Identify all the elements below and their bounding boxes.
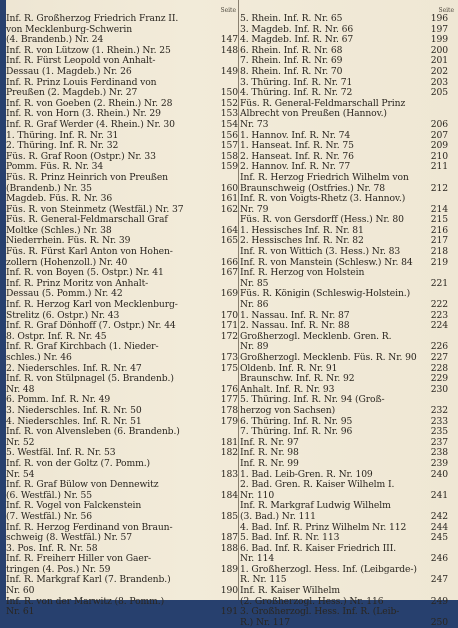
entry-text: Inf. R. Markgraf Ludwig Wilhelm bbox=[240, 500, 391, 512]
entry-text: (Brandenb.) Nr. 35 bbox=[6, 182, 92, 194]
entry-text: Pomm. Füs. R. Nr. 34 bbox=[6, 161, 104, 173]
entry-text: 8. Ostpr. Inf. R. Nr. 45 bbox=[6, 330, 107, 342]
entry-text: 4. Niederschles. Inf. R. Nr. 51 bbox=[6, 415, 142, 427]
entry-text: Braunschweig (Ostfries.) Nr. 78 bbox=[240, 182, 385, 194]
page-number: 233 bbox=[430, 415, 448, 427]
page-label-right: Seite bbox=[438, 7, 454, 14]
entry-text: schweig (8. Westfäl.) Nr. 57 bbox=[6, 532, 133, 544]
page-number: 170 bbox=[220, 309, 238, 321]
entry-text: 2. Niederschles. Inf. R. Nr. 47 bbox=[6, 362, 142, 374]
entry-text: 3. Großherzogl. Hess. Inf. R. (Leib- bbox=[240, 606, 400, 618]
page-number: 200 bbox=[430, 44, 448, 56]
entry-text: Inf. R. Herzog Ferdinand von Braun- bbox=[6, 521, 173, 533]
entry-text: von Mecklenburg-Schwerin bbox=[6, 23, 133, 35]
page-number: 187 bbox=[220, 532, 238, 544]
entry-text: Füs. R. Königin (Schleswig-Holstein.) bbox=[240, 288, 411, 300]
entry-text: (3. Bad.) Nr. 111 bbox=[240, 510, 316, 522]
page-number: 157 bbox=[220, 140, 238, 152]
entry-text: Moltke (Schles.) Nr. 38 bbox=[6, 224, 112, 236]
entry-text: Inf. R. Nr. 99 bbox=[240, 457, 299, 469]
page-number: 172 bbox=[220, 330, 238, 342]
entry-text: Magdeb. Füs. R. Nr. 36 bbox=[6, 193, 113, 205]
page-number: 216 bbox=[430, 224, 448, 236]
entry-text: Nr. 54 bbox=[6, 468, 35, 480]
entry-text: Oldenb. Inf. R. Nr. 91 bbox=[240, 362, 338, 374]
entry-text: Inf. R. von Lützow (1. Rhein.) Nr. 25 bbox=[6, 44, 171, 56]
entry-text: Inf. R. Vogel von Falckenstein bbox=[6, 500, 142, 512]
page-number: 173 bbox=[220, 352, 238, 363]
page-number: 209 bbox=[430, 140, 448, 152]
page-number: 211 bbox=[430, 161, 448, 173]
page-number: 241 bbox=[430, 489, 448, 501]
entry-text: R.) Nr. 117 bbox=[240, 616, 291, 628]
entry-text: 5. Rhein. Inf. R. Nr. 65 bbox=[240, 13, 343, 24]
entry-text: Großherzogl. Mecklenb. Füs. R. Nr. 90 bbox=[240, 352, 417, 363]
entry-text: 4. Magdeb. Inf. R. Nr. 67 bbox=[240, 34, 354, 46]
entry-text: Nr. 79 bbox=[240, 203, 269, 215]
entry-text: 1. Hessisches Inf. R. Nr. 81 bbox=[240, 224, 364, 236]
page-number: 244 bbox=[430, 521, 448, 533]
index-entry bbox=[6, 374, 240, 385]
entry-text: Nr. 60 bbox=[6, 585, 35, 597]
page-number: 171 bbox=[220, 320, 238, 332]
entry-text: Füs. R. Fürst Karl Anton von Hohen- bbox=[6, 246, 173, 258]
entry-text: Inf. R. von Boyen (5. Ostpr.) Nr. 41 bbox=[6, 267, 164, 279]
page-number: 221 bbox=[430, 277, 448, 289]
entry-text: (6. Westfäl.) Nr. 55 bbox=[6, 489, 93, 501]
entry-text: R. Nr. 115 bbox=[240, 574, 287, 586]
entry-text: Füs. R. Graf Roon (Ostpr.) Nr. 33 bbox=[6, 150, 156, 162]
entry-text: Füs. R. General-Feldmarschall Prinz bbox=[240, 97, 406, 109]
entry-text: 2. Thüring. Inf. R. Nr. 32 bbox=[6, 140, 119, 152]
entry-text: Inf. R. Fürst Leopold von Anhalt- bbox=[6, 55, 156, 67]
entry-text: Inf. R. Prinz Moritz von Anhalt- bbox=[6, 277, 149, 289]
index-entry bbox=[6, 597, 240, 608]
page-number: 199 bbox=[430, 34, 448, 46]
page-number: 228 bbox=[430, 362, 448, 374]
page-number: 159 bbox=[220, 161, 238, 173]
entry-text: zollern (Hohenzoll.) Nr. 40 bbox=[6, 256, 128, 268]
page-number: 238 bbox=[430, 447, 448, 459]
index-entry bbox=[240, 618, 458, 628]
entry-text: (4. Brandenb.) Nr. 24 bbox=[6, 34, 104, 46]
entry-text: Inf. R. von der Goltz (7. Pomm.) bbox=[6, 457, 151, 469]
page-number: 201 bbox=[430, 55, 448, 67]
entry-text: Inf. R. Graf Dönhoff (7. Ostpr.) Nr. 44 bbox=[6, 320, 176, 332]
entry-text: 5. Westfäl. Inf. R. Nr. 53 bbox=[6, 447, 116, 459]
entry-text: 5. Thüring. Inf. R. Nr. 94 (Groß- bbox=[240, 394, 385, 406]
page-number: 178 bbox=[220, 404, 238, 416]
page-number: 240 bbox=[430, 468, 448, 480]
index-entry bbox=[6, 575, 240, 586]
entry-text: 1. Thüring. Inf. R. Nr. 31 bbox=[6, 129, 119, 141]
page-number: 239 bbox=[430, 457, 448, 469]
entry-text: Inf. R. Freiherr Hiller von Gaer- bbox=[6, 553, 152, 565]
index-entry bbox=[240, 268, 458, 279]
entry-text: 1. Nassau. Inf. R. Nr. 87 bbox=[240, 309, 350, 321]
entry-text: 7. Thüring. Inf. R. Nr. 96 bbox=[240, 426, 353, 438]
entry-text: 8. Rhein. Inf. R. Nr. 70 bbox=[240, 65, 343, 77]
entry-text: 4. Bad. Inf. R. Prinz Wilhelm Nr. 112 bbox=[240, 521, 407, 533]
entry-text: (7. Westfäl.) Nr. 56 bbox=[6, 510, 93, 522]
entry-text: Nr. 89 bbox=[240, 341, 269, 353]
page-number: 242 bbox=[430, 510, 448, 522]
entry-text: 6. Bad. Inf. R. Kaiser Friedrich III. bbox=[240, 542, 397, 554]
entry-text: 3. Thüring. Inf. R. Nr. 71 bbox=[240, 76, 353, 88]
entry-text: (2. Großherzogl. Hess.) Nr. 116 bbox=[240, 595, 384, 607]
entry-text: Nr. 48 bbox=[6, 383, 35, 395]
page-number: 188 bbox=[220, 542, 238, 554]
page-number: 158 bbox=[220, 150, 238, 162]
left-column bbox=[6, 7, 240, 618]
entry-text: Inf. R. von Manstein (Schlesw.) Nr. 84 bbox=[240, 256, 413, 268]
page-number: 169 bbox=[220, 288, 238, 300]
page-number: 179 bbox=[220, 415, 238, 427]
right-entry-list bbox=[240, 14, 458, 628]
entry-text: Inf. R. von Stülpnagel (5. Brandenb.) bbox=[6, 373, 174, 385]
entry-text: 3. Niederschles. Inf. R. Nr. 50 bbox=[6, 404, 142, 416]
page-number: 217 bbox=[430, 235, 448, 247]
page-number: 147 bbox=[220, 34, 238, 46]
page-number: 152 bbox=[220, 97, 238, 109]
page-number: 212 bbox=[430, 182, 448, 194]
entry-text: 2. Hessisches Inf. R. Nr. 82 bbox=[240, 235, 364, 247]
book-page bbox=[6, 0, 458, 628]
page-number: 175 bbox=[220, 362, 238, 374]
entry-text: 2. Hanseat. Inf. R. Nr. 76 bbox=[240, 150, 354, 162]
entry-text: 1. Hanseat. Inf. R. Nr. 75 bbox=[240, 140, 354, 152]
page-number: 184 bbox=[220, 489, 238, 501]
index-entry bbox=[240, 289, 458, 300]
page-number: 166 bbox=[220, 256, 238, 268]
page-number: 149 bbox=[220, 65, 238, 77]
entry-text: Inf. R. Herzog von Holstein bbox=[240, 267, 365, 279]
entry-text: Inf. R. von der Marwitz (8. Pomm.) bbox=[6, 595, 165, 607]
entry-text: 6. Thüring. Inf. R. Nr. 95 bbox=[240, 415, 353, 427]
page-number: 223 bbox=[430, 309, 448, 321]
page-number: 181 bbox=[220, 436, 238, 448]
page-number: 215 bbox=[430, 214, 448, 226]
page-number: 245 bbox=[430, 532, 448, 544]
entry-text: Inf. R. Prinz Louis Ferdinand von bbox=[6, 76, 157, 88]
entry-text: tringen (4. Pos.) Nr. 59 bbox=[6, 563, 111, 575]
page-number: 235 bbox=[430, 426, 448, 438]
left-entry-list bbox=[6, 14, 240, 618]
entry-text: Füs. R. General-Feldmarschall Graf bbox=[6, 214, 168, 226]
page-number: 247 bbox=[430, 574, 448, 586]
page-number: 191 bbox=[220, 606, 238, 618]
entry-text: Inf. R. Kaiser Wilhelm bbox=[240, 585, 340, 597]
page-number: 161 bbox=[220, 193, 238, 205]
entry-text: Anhalt. Inf. R. Nr. 93 bbox=[240, 383, 335, 395]
page-number: 249 bbox=[430, 595, 448, 607]
entry-text: Inf. R. von Alvensleben (6. Brandenb.) bbox=[6, 426, 180, 438]
entry-text: Inf. R. von Horn (3. Rhein.) Nr. 29 bbox=[6, 108, 161, 120]
page-number: 177 bbox=[220, 394, 238, 406]
page-number: 185 bbox=[220, 510, 238, 522]
page-number: 232 bbox=[430, 404, 448, 416]
entry-text: Albrecht von Preußen (Hannov.) bbox=[240, 108, 387, 120]
index-entry bbox=[240, 109, 458, 120]
entry-text: 3. Pos. Inf. R. Nr. 58 bbox=[6, 542, 98, 554]
page-number: 218 bbox=[430, 246, 448, 258]
page-number: 205 bbox=[430, 87, 448, 99]
entry-text: 2. Bad. Gren. R. Kaiser Wilhelm I. bbox=[240, 479, 395, 491]
page-number: 156 bbox=[220, 129, 238, 141]
page-number: 230 bbox=[430, 383, 448, 395]
entry-text: herzog von Sachsen) bbox=[240, 404, 336, 416]
page-number: 164 bbox=[220, 224, 238, 236]
entry-text: 2. Nassau. Inf. R. Nr. 88 bbox=[240, 320, 350, 332]
page-number: 250 bbox=[430, 616, 448, 628]
entry-text: Inf. R. Großherzog Friedrich Franz II. bbox=[6, 13, 179, 24]
entry-text: schles.) Nr. 46 bbox=[6, 352, 72, 363]
index-entry bbox=[240, 194, 458, 205]
entry-text: Nr. 61 bbox=[6, 606, 35, 618]
page-number: 165 bbox=[220, 235, 238, 247]
page-number: 150 bbox=[220, 87, 238, 99]
entry-text: Inf. R. Herzog Friedrich Wilhelm von bbox=[240, 171, 409, 183]
page-number: 237 bbox=[430, 436, 448, 448]
entry-text: Inf. R. Graf Bülow von Dennewitz bbox=[6, 479, 159, 491]
entry-text: Strelitz (6. Ostpr.) Nr. 43 bbox=[6, 309, 120, 321]
entry-text: 1. Hannov. Inf. R. Nr. 74 bbox=[240, 129, 351, 141]
entry-text: Nr. 114 bbox=[240, 553, 275, 565]
entry-text: 1. Großherzogl. Hess. Inf. (Leibgarde-) bbox=[240, 563, 417, 575]
page-number: 202 bbox=[430, 65, 448, 77]
entry-text: Inf. R. Nr. 98 bbox=[240, 447, 299, 459]
page-number: 229 bbox=[430, 373, 448, 385]
index-entry bbox=[6, 427, 240, 438]
entry-text: Braunschw. Inf. R. Nr. 92 bbox=[240, 373, 355, 385]
page-number: 197 bbox=[430, 23, 448, 35]
entry-text: Dessau (5. Pomm.) Nr. 42 bbox=[6, 288, 123, 300]
entry-text: Nr. 85 bbox=[240, 277, 269, 289]
page-number: 190 bbox=[220, 585, 238, 597]
entry-text: Inf. R. von Voigts-Rhetz (3. Hannov.) bbox=[240, 193, 406, 205]
entry-text: Inf. R. Graf Werder (4. Rhein.) Nr. 30 bbox=[6, 118, 175, 130]
page-number: 153 bbox=[220, 108, 238, 120]
index-entry bbox=[6, 607, 240, 618]
entry-text: Füs. R. von Gersdorff (Hess.) Nr. 80 bbox=[240, 214, 404, 226]
entry-text: 3. Magdeb. Inf. R. Nr. 66 bbox=[240, 23, 354, 35]
entry-text: 1. Bad. Leib-Gren. R. Nr. 109 bbox=[240, 468, 373, 480]
page-number: 206 bbox=[430, 118, 448, 130]
page-number: 148 bbox=[220, 44, 238, 56]
page-number: 160 bbox=[220, 182, 238, 194]
entry-text: Niederrhein. Füs. R. Nr. 39 bbox=[6, 235, 131, 247]
entry-text: 5. Bad. Inf. R. Nr. 113 bbox=[240, 532, 340, 544]
page-number: 154 bbox=[220, 118, 238, 130]
page-number: 162 bbox=[220, 203, 238, 215]
index-entry bbox=[6, 459, 240, 470]
entry-text: Füs. R. Prinz Heinrich von Preußen bbox=[6, 171, 168, 183]
entry-text: 6. Pomm. Inf. R. Nr. 49 bbox=[6, 394, 111, 406]
entry-text: Großherzogl. Mecklenb. Gren. R. bbox=[240, 330, 392, 342]
entry-text: Füs. R. von Steinmetz (Westfäl.) Nr. 37 bbox=[6, 203, 184, 215]
entry-text: Nr. 73 bbox=[240, 118, 269, 130]
index-entry bbox=[240, 332, 458, 343]
page-number: 219 bbox=[430, 256, 448, 268]
page-number: 207 bbox=[430, 129, 448, 141]
page-number: 189 bbox=[220, 563, 238, 575]
right-column bbox=[240, 7, 458, 628]
page-number: 176 bbox=[220, 383, 238, 395]
entry-text: Nr. 110 bbox=[240, 489, 275, 501]
page-number: 196 bbox=[430, 13, 448, 24]
page-number: 167 bbox=[220, 267, 238, 279]
entry-text: Nr. 52 bbox=[6, 436, 35, 448]
entry-text: Inf. R. Herzog Karl von Mecklenburg- bbox=[6, 299, 178, 311]
entry-text: 6. Rhein. Inf. R. Nr. 68 bbox=[240, 44, 343, 56]
page-number: 227 bbox=[430, 352, 448, 363]
entry-text: Inf. R. Nr. 97 bbox=[240, 436, 299, 448]
page-number: 183 bbox=[220, 468, 238, 480]
page-number: 182 bbox=[220, 447, 238, 459]
page-number: 224 bbox=[430, 320, 448, 332]
page-number: 226 bbox=[430, 341, 448, 353]
page-number: 214 bbox=[430, 203, 448, 215]
entry-text: Inf. R. Markgraf Karl (7. Brandenb.) bbox=[6, 574, 171, 586]
entry-text: Inf. R. von Goeben (2. Rhein.) Nr. 28 bbox=[6, 97, 173, 109]
entry-text: Dessau (1. Magdeb.) Nr. 26 bbox=[6, 65, 132, 77]
entry-text: 2. Hannov. Inf. R. Nr. 77 bbox=[240, 161, 351, 173]
entry-text: Nr. 86 bbox=[240, 299, 269, 311]
entry-text: Preußen (2. Magdeb.) Nr. 27 bbox=[6, 87, 138, 99]
entry-text: Inf. R. Graf Kirchbach (1. Nieder- bbox=[6, 341, 159, 353]
page-number: 246 bbox=[430, 553, 448, 565]
page-number: 203 bbox=[430, 76, 448, 88]
page-label-left: Seite bbox=[220, 7, 236, 14]
page-number: 222 bbox=[430, 299, 448, 311]
entry-text: Inf. R. von Wittich (3. Hess.) Nr. 83 bbox=[240, 246, 401, 258]
entry-text: 7. Rhein. Inf. R. Nr. 69 bbox=[240, 55, 343, 67]
page-number: 210 bbox=[430, 150, 448, 162]
entry-text: 4. Thüring. Inf. R. Nr. 72 bbox=[240, 87, 353, 99]
